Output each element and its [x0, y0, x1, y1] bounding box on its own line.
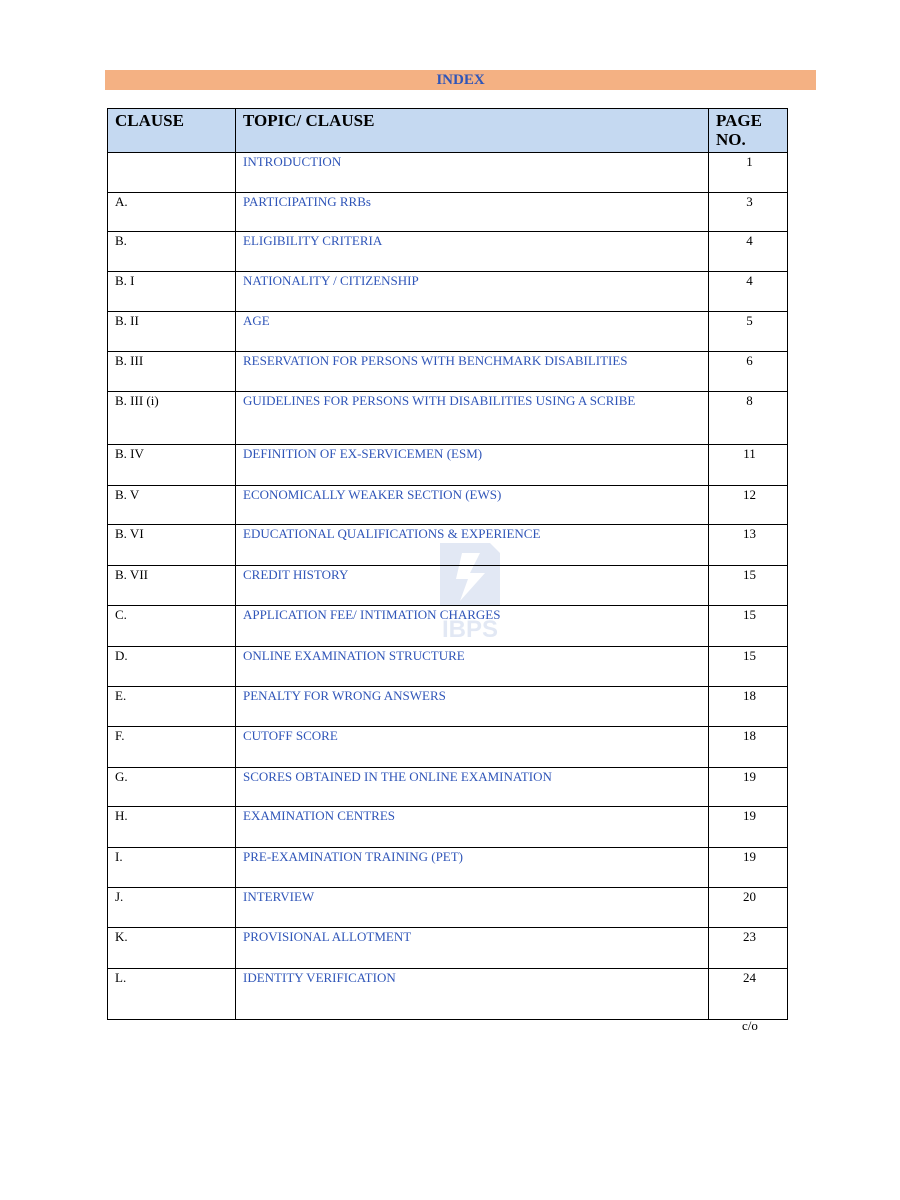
page-number-cell: 13: [709, 525, 788, 566]
table-row: [108, 193, 788, 232]
clause-cell: B. III (i): [108, 392, 236, 445]
topic-link[interactable]: PENALTY FOR WRONG ANSWERS: [236, 687, 709, 727]
topic-link[interactable]: EDUCATIONAL QUALIFICATIONS & EXPERIENCE: [236, 525, 709, 566]
topic-link[interactable]: PARTICIPATING RRBs: [236, 193, 709, 232]
column-header-page: PAGE NO.: [709, 109, 788, 153]
clause-cell: B. III: [108, 352, 236, 392]
table-row: [108, 848, 788, 888]
topic-link[interactable]: AGE: [236, 312, 709, 352]
page-number-cell: 18: [709, 687, 788, 727]
table-row: [108, 647, 788, 687]
table-row: [108, 153, 788, 193]
clause-cell: D.: [108, 647, 236, 687]
index-title: INDEX: [436, 72, 485, 88]
topic-link[interactable]: SCORES OBTAINED IN THE ONLINE EXAMINATION: [236, 768, 709, 807]
page-number-cell: 19: [709, 848, 788, 888]
topic-link[interactable]: PRE-EXAMINATION TRAINING (PET): [236, 848, 709, 888]
column-header-topic: TOPIC/ CLAUSE: [236, 109, 709, 153]
clause-cell: L.: [108, 969, 236, 1020]
topic-link[interactable]: ONLINE EXAMINATION STRUCTURE: [236, 647, 709, 687]
topic-link[interactable]: INTRODUCTION: [236, 153, 709, 193]
topic-link[interactable]: IDENTITY VERIFICATION: [236, 969, 709, 1020]
clause-cell: G.: [108, 768, 236, 807]
clause-cell: [108, 153, 236, 193]
page-number-cell: 15: [709, 606, 788, 647]
clause-cell: I.: [108, 848, 236, 888]
clause-cell: B. II: [108, 312, 236, 352]
page-number-cell: 24: [709, 969, 788, 1020]
clause-cell: B. VII: [108, 566, 236, 606]
table-row: [108, 928, 788, 969]
table-row: [108, 566, 788, 606]
clause-cell: F.: [108, 727, 236, 768]
table-row: [108, 232, 788, 272]
page-number-cell: 6: [709, 352, 788, 392]
continued-note: c/o: [742, 1018, 758, 1033]
topic-link[interactable]: DEFINITION OF EX-SERVICEMEN (ESM): [236, 445, 709, 486]
topic-link[interactable]: NATIONALITY / CITIZENSHIP: [236, 272, 709, 312]
table-row: [108, 687, 788, 727]
table-row: [108, 525, 788, 566]
page-number-cell: 3: [709, 193, 788, 232]
page-number-cell: 19: [709, 768, 788, 807]
clause-cell: B. IV: [108, 445, 236, 486]
table-row: [108, 392, 788, 445]
column-header-clause: CLAUSE: [108, 109, 236, 153]
table-header-row: [108, 109, 788, 153]
clause-cell: B. I: [108, 272, 236, 312]
table-row: [108, 606, 788, 647]
page-number-cell: 19: [709, 807, 788, 848]
clause-cell: B. V: [108, 486, 236, 525]
table-row: [108, 807, 788, 848]
page-number-cell: 18: [709, 727, 788, 768]
topic-link[interactable]: CUTOFF SCORE: [236, 727, 709, 768]
topic-link[interactable]: CREDIT HISTORY: [236, 566, 709, 606]
table-row: [108, 888, 788, 928]
page-number-cell: 15: [709, 566, 788, 606]
page-number-cell: 23: [709, 928, 788, 969]
page-number-cell: 4: [709, 272, 788, 312]
topic-link[interactable]: INTERVIEW: [236, 888, 709, 928]
page-number-cell: 12: [709, 486, 788, 525]
table-row: [108, 272, 788, 312]
topic-link[interactable]: EXAMINATION CENTRES: [236, 807, 709, 848]
page-number-cell: 5: [709, 312, 788, 352]
index-title-bar: [105, 70, 816, 90]
table-row: [108, 486, 788, 525]
topic-link[interactable]: GUIDELINES FOR PERSONS WITH DISABILITIES USING A SCRIBE: [236, 392, 709, 445]
clause-cell: H.: [108, 807, 236, 848]
page-number-cell: 15: [709, 647, 788, 687]
table-row: [108, 727, 788, 768]
clause-cell: A.: [108, 193, 236, 232]
table-row: [108, 445, 788, 486]
page-number-cell: 1: [709, 153, 788, 193]
page-number-cell: 8: [709, 392, 788, 445]
clause-cell: C.: [108, 606, 236, 647]
index-table: [107, 108, 788, 1020]
table-row: [108, 312, 788, 352]
table-row: [108, 768, 788, 807]
clause-cell: E.: [108, 687, 236, 727]
watermark-text: IBPS: [441, 616, 499, 643]
page-number-cell: 20: [709, 888, 788, 928]
table-row: [108, 352, 788, 392]
topic-link[interactable]: APPLICATION FEE/ INTIMATION CHARGES: [236, 606, 709, 647]
clause-cell: J.: [108, 888, 236, 928]
page-number-cell: 4: [709, 232, 788, 272]
clause-cell: B. VI: [108, 525, 236, 566]
clause-cell: K.: [108, 928, 236, 969]
page-number-cell: 11: [709, 445, 788, 486]
topic-link[interactable]: ELIGIBILITY CRITERIA: [236, 232, 709, 272]
table-row: [108, 969, 788, 1020]
topic-link[interactable]: PROVISIONAL ALLOTMENT: [236, 928, 709, 969]
topic-link[interactable]: RESERVATION FOR PERSONS WITH BENCHMARK DISABILITIES: [236, 352, 709, 392]
clause-cell: B.: [108, 232, 236, 272]
topic-link[interactable]: ECONOMICALLY WEAKER SECTION (EWS): [236, 486, 709, 525]
